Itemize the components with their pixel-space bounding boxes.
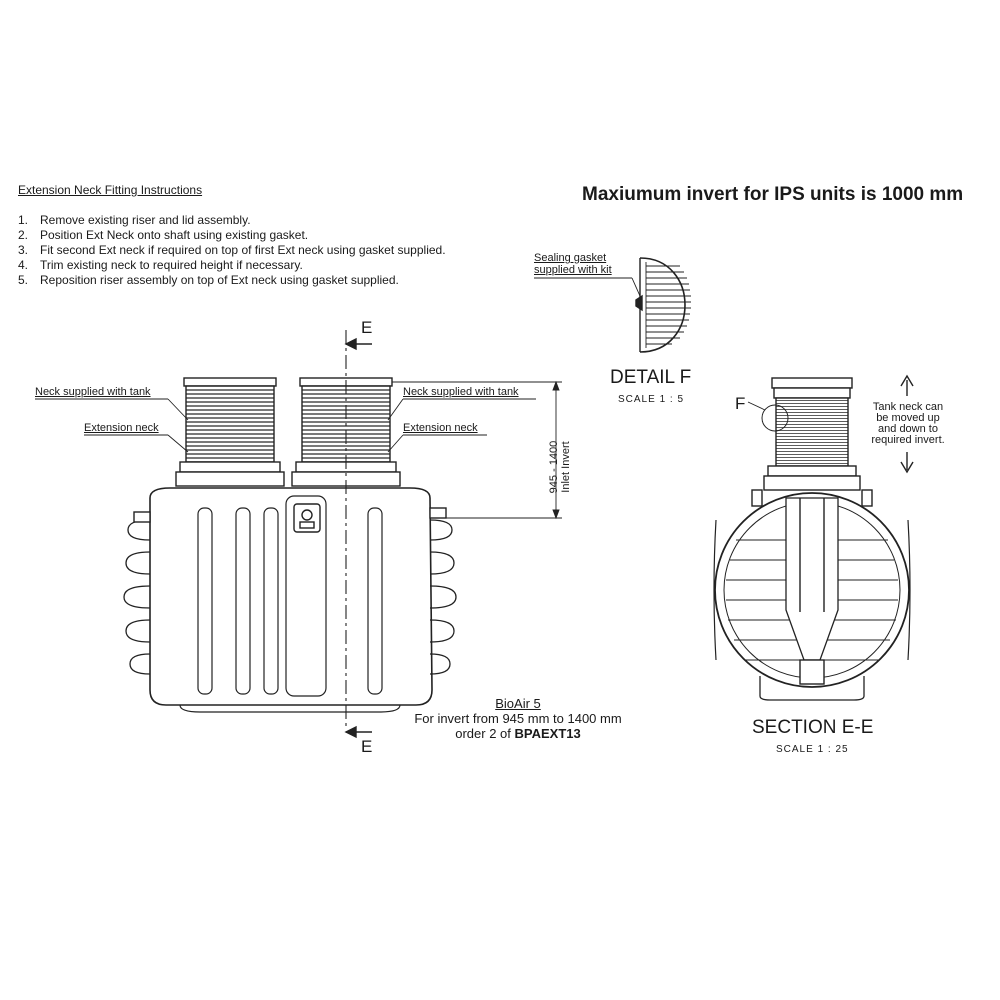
gasket-label-line2: supplied with kit	[534, 264, 612, 276]
section-ee-title: SECTION E-E	[752, 717, 874, 738]
left-extension-label: Extension neck	[84, 422, 159, 434]
right-extension-label: Extension neck	[403, 422, 478, 434]
product-code: BPAEXT13	[514, 726, 581, 741]
instruction-text: Fit second Ext neck if required on top of first Ext neck using gasket supplied.	[40, 243, 446, 257]
neck-note-line: required invert.	[871, 434, 945, 446]
instruction-text: Remove existing riser and lid assembly.	[40, 213, 251, 227]
detail-f-scale: SCALE 1 : 5	[618, 394, 685, 405]
instructions-title: Extension Neck Fitting Instructions	[18, 183, 203, 197]
instruction-step: 3. Fit second Ext neck if required on top of first Ext neck using gasket supplied.	[18, 243, 446, 257]
section-marker-top: E	[361, 318, 373, 337]
detail-marker-f: F	[735, 394, 746, 413]
instruction-text: Position Ext Neck onto shaft using existing gasket.	[40, 228, 309, 242]
left-neck-label: Neck supplied with tank	[35, 386, 151, 398]
right-neck-label: Neck supplied with tank	[403, 386, 519, 398]
note-line2-prefix: order 2 of	[455, 726, 511, 741]
note-line1: For invert from 945 mm to 1400 mm	[414, 711, 622, 726]
model-name: BioAir 5	[495, 696, 541, 711]
detail-f-title: DETAIL F	[610, 367, 692, 388]
instruction-step: 2. Position Ext Neck onto shaft using existing gasket.	[18, 228, 309, 242]
neck-note-line: and down to	[878, 423, 938, 435]
instruction-text: Trim existing neck to required height if necessary.	[40, 258, 303, 272]
side-view-drawing	[35, 330, 562, 737]
instruction-step: 5. Reposition riser assembly on top of Ext neck using gasket supplied.	[18, 273, 399, 287]
section-ee-scale: SCALE 1 : 25	[776, 744, 849, 755]
instruction-step: 1. Remove existing riser and lid assembly.	[18, 213, 251, 227]
instruction-step: 4. Trim existing neck to required height if necessary.	[18, 258, 303, 272]
dimension-caption: Inlet Invert	[560, 441, 572, 493]
neck-note-line: Tank neck can	[872, 401, 944, 413]
headline: Maxiumum invert for IPS units is 1000 mm	[582, 184, 964, 205]
gasket-label-line1: Sealing gasket	[534, 252, 607, 264]
instruction-text: Reposition riser assembly on top of Ext neck using gasket supplied.	[40, 273, 399, 287]
section-marker-bottom: E	[361, 737, 373, 756]
section-ee-drawing	[714, 376, 913, 700]
neck-note-line: be moved up	[876, 412, 940, 424]
detail-f-drawing	[534, 258, 691, 352]
dimension-value: 945 - 1400	[548, 440, 560, 494]
